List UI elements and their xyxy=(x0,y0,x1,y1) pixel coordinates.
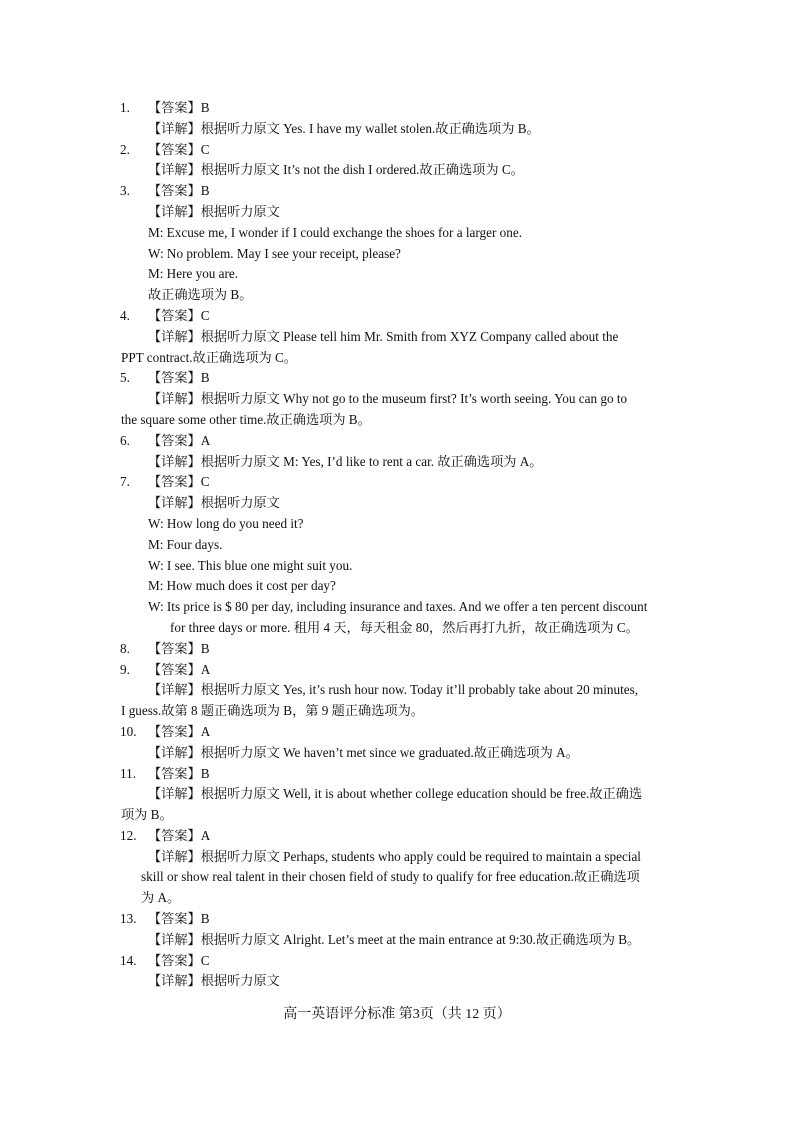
answer-line xyxy=(0,140,794,161)
dialogue-line xyxy=(0,514,794,535)
explanation-line xyxy=(0,680,794,701)
line-text: 【答案】C xyxy=(148,141,210,157)
line-text: 【答案】A xyxy=(148,661,211,677)
line-text: M: Excuse me, I wonder if I could exchange the shoes for a larger one. xyxy=(148,224,523,240)
explanation-line xyxy=(0,743,794,764)
answer-key-body xyxy=(0,98,794,992)
line-text: M: Four days. xyxy=(148,536,223,552)
explanation-line xyxy=(0,971,794,992)
question-number: 13. xyxy=(120,911,137,927)
line-text: 【详解】根据听力原文 xyxy=(148,203,280,219)
line-text: 【详解】根据听力原文 xyxy=(148,495,280,511)
line-text: W: How long do you need it? xyxy=(148,515,304,531)
line-text: 【详解】根据听力原文 Yes, it’s rush hour now. Today it’ll probably take about 20 minutes, xyxy=(148,682,639,698)
line-text: 【详解】根据听力原文 Well, it is about whether college education should be free.故正确选 xyxy=(148,786,643,802)
question-number: 4. xyxy=(120,307,130,323)
explanation-line xyxy=(0,867,794,888)
explanation-line xyxy=(0,784,794,805)
answer-line xyxy=(0,368,794,389)
line-text: 【答案】A xyxy=(148,827,211,843)
answer-line xyxy=(0,181,794,202)
dialogue-line xyxy=(0,244,794,265)
line-text: W: Its price is $ 80 per day, including insurance and taxes. And we offer a ten percent discount xyxy=(148,599,648,615)
explanation-line xyxy=(0,847,794,868)
answer-line xyxy=(0,826,794,847)
explanation-line xyxy=(0,618,794,639)
line-text: M: How much does it cost per day? xyxy=(148,578,336,594)
dialogue-line xyxy=(0,597,794,618)
explanation-line xyxy=(0,348,794,369)
explanation-line xyxy=(0,119,794,140)
question-number: 12. xyxy=(120,827,137,843)
dialogue-line xyxy=(0,535,794,556)
explanation-line xyxy=(0,493,794,514)
answer-line xyxy=(0,306,794,327)
line-text: 【答案】B xyxy=(148,765,210,781)
line-text: M: Here you are. xyxy=(148,266,239,282)
line-text: 【详解】根据听力原文 xyxy=(148,973,280,989)
line-text: 【答案】B xyxy=(148,183,210,199)
line-text: 【详解】根据听力原文 Yes. I have my wallet stolen.故正确选项为 B。 xyxy=(148,120,540,136)
question-number: 5. xyxy=(120,370,130,386)
line-text: PPT contract.故正确选项为 C。 xyxy=(121,349,297,365)
explanation-line xyxy=(0,202,794,223)
line-text: 【答案】A xyxy=(148,432,211,448)
line-text: 【详解】根据听力原文 Please tell him Mr. Smith from XYZ Company called about the xyxy=(148,328,619,344)
question-number: 1. xyxy=(120,100,130,115)
line-text: 【答案】B xyxy=(148,640,210,656)
explanation-line xyxy=(0,701,794,722)
line-text: skill or show real talent in their chosen field of study to qualify for free education.故正确选项 xyxy=(141,869,640,885)
line-text: W: I see. This blue one might suit you. xyxy=(148,557,353,573)
question-number: 11. xyxy=(120,765,136,781)
line-text: 故正确选项为 B。 xyxy=(148,287,253,303)
question-number: 8. xyxy=(120,640,130,656)
explanation-line xyxy=(0,930,794,951)
line-text: 【详解】根据听力原文 Alright. Let’s meet at the main entrance at 9:30.故正确选项为 B。 xyxy=(148,931,641,947)
answer-line xyxy=(0,431,794,452)
question-number: 9. xyxy=(120,661,130,677)
page-footer: 高一英语评分标准 第3页（共 12 页） xyxy=(283,1007,511,1022)
dialogue-line xyxy=(0,223,794,244)
question-number: 2. xyxy=(120,141,130,157)
line-text: for three days or more. 租用 4 天，每天租金 80，然后再打九折，故正确选项为 C。 xyxy=(170,619,639,635)
answer-line xyxy=(0,909,794,930)
line-text: 【答案】B xyxy=(148,100,210,115)
line-text: I guess.故第 8 题正确选项为 B，第 9 题正确选项为。 xyxy=(121,703,424,719)
answer-line xyxy=(0,951,794,972)
answer-line xyxy=(0,639,794,660)
question-number: 3. xyxy=(120,183,130,199)
line-text: 为 A。 xyxy=(141,890,181,906)
dialogue-line xyxy=(0,264,794,285)
line-text: 项为 B。 xyxy=(121,807,173,823)
answer-line xyxy=(0,764,794,785)
answer-line xyxy=(0,472,794,493)
question-number: 7. xyxy=(120,474,130,490)
line-text: 【答案】C xyxy=(148,952,210,968)
line-text: 【详解】根据听力原文 We haven’t met since we graduated.故正确选项为 A。 xyxy=(148,744,579,760)
explanation-line xyxy=(0,805,794,826)
answer-line xyxy=(0,660,794,681)
line-text: the square some other time.故正确选项为 B。 xyxy=(121,411,371,427)
explanation-line xyxy=(0,160,794,181)
line-text: 【答案】C xyxy=(148,474,210,490)
explanation-line xyxy=(0,389,794,410)
line-text: 【答案】B xyxy=(148,911,210,927)
explanation-line xyxy=(0,327,794,348)
explanation-line xyxy=(0,410,794,431)
line-text: 【答案】C xyxy=(148,307,210,323)
line-text: 【答案】B xyxy=(148,370,210,386)
dialogue-line xyxy=(0,556,794,577)
question-number: 14. xyxy=(120,952,137,968)
line-text: 【详解】根据听力原文 It’s not the dish I ordered.故正确选项为 C。 xyxy=(148,162,524,178)
dialogue-line xyxy=(0,576,794,597)
explanation-line xyxy=(0,452,794,473)
line-text: 【详解】根据听力原文 Perhaps, students who apply could be required to maintain a special xyxy=(148,848,641,864)
question-number: 6. xyxy=(120,432,130,448)
line-text: 【详解】根据听力原文 M: Yes, I’d like to rent a car. 故正确选项为 A。 xyxy=(148,453,543,469)
explanation-line xyxy=(0,888,794,909)
question-number: 10. xyxy=(120,723,137,739)
answer-line xyxy=(0,722,794,743)
line-text: W: No problem. May I see your receipt, please? xyxy=(148,245,401,261)
explanation-line xyxy=(0,285,794,306)
line-text: 【详解】根据听力原文 Why not go to the museum first? It’s worth seeing. You can go to xyxy=(148,391,628,407)
line-text: 【答案】A xyxy=(148,723,211,739)
answer-line xyxy=(0,98,794,119)
